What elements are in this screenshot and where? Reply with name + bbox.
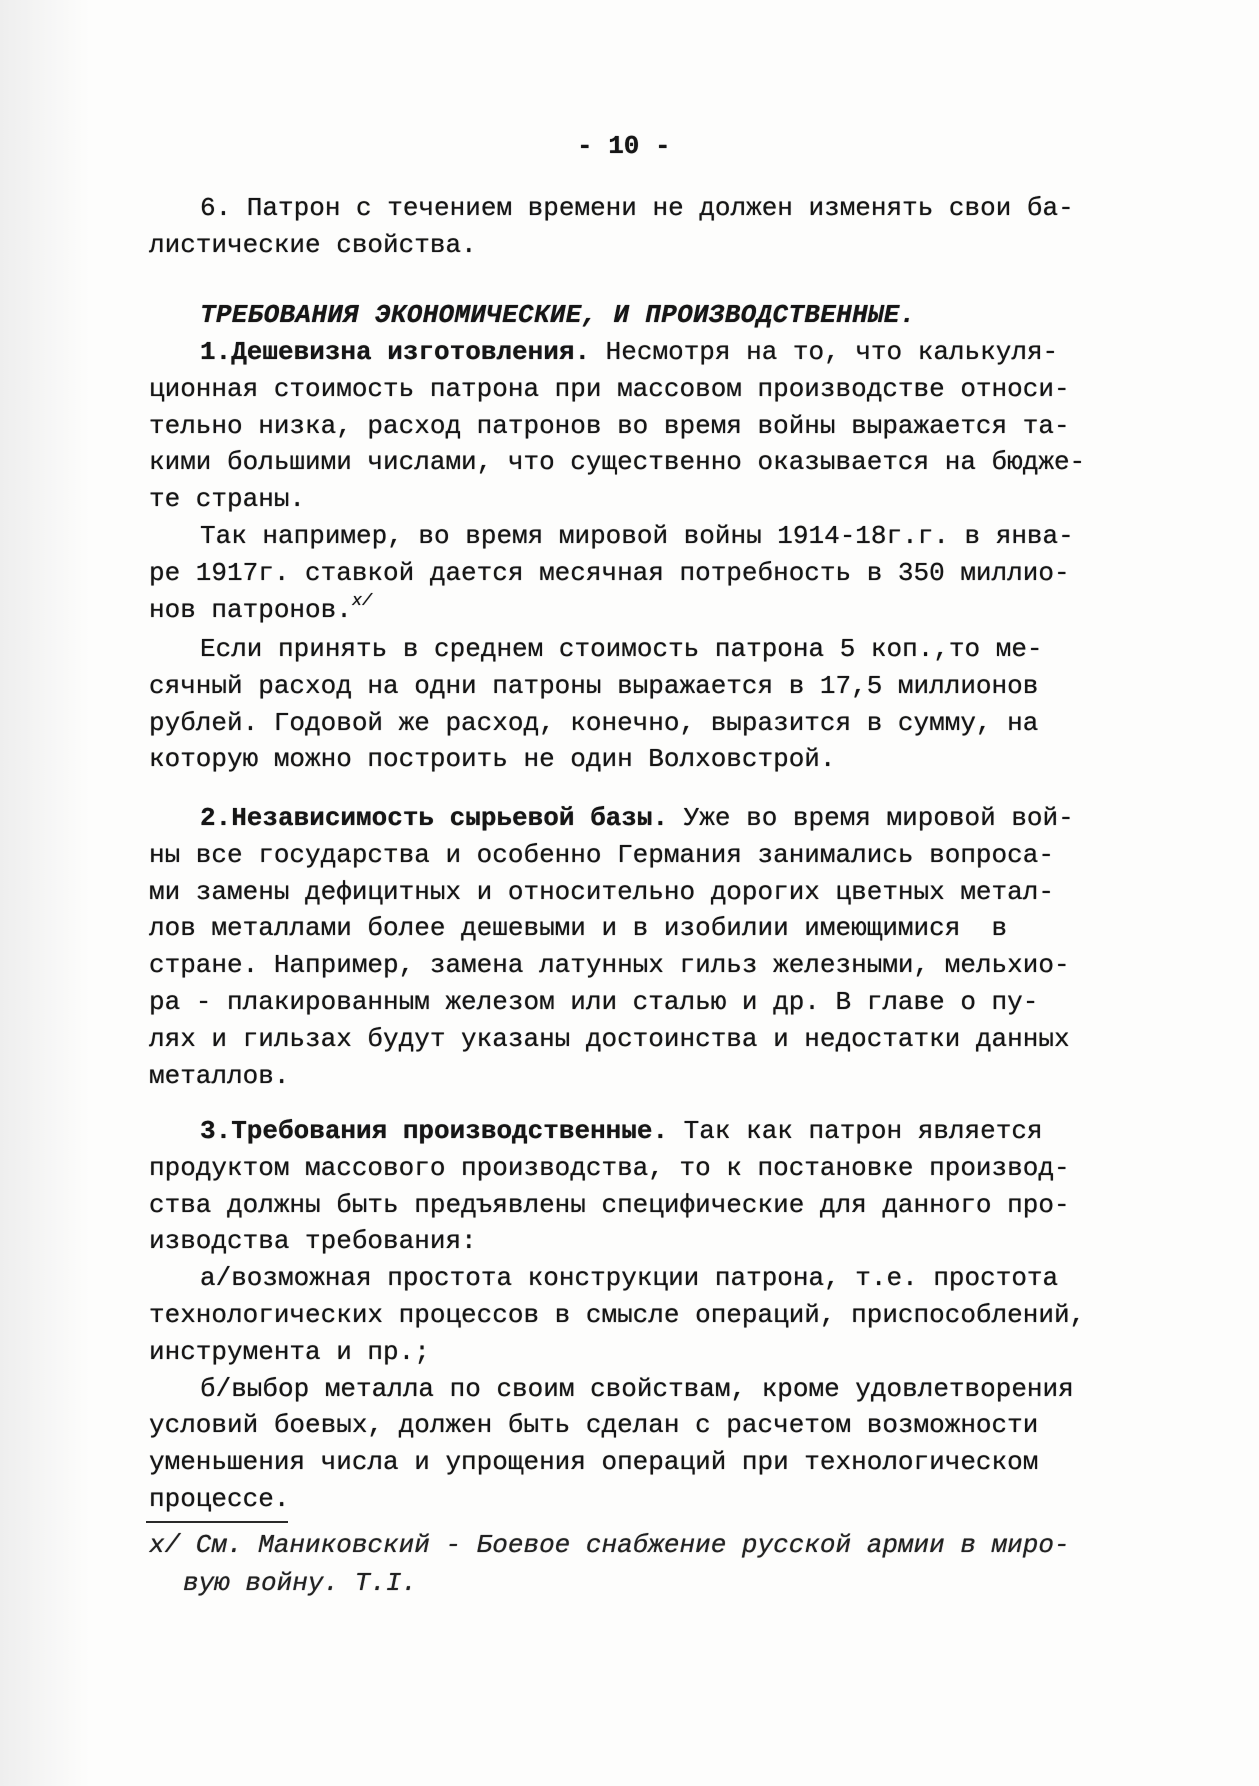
item1-line: кими большими числами, что существенно оказывается на бюдже- bbox=[149, 447, 1086, 478]
item2-first-line bbox=[149, 800, 1149, 837]
item3-point-b-line: условий боевых, должен быть сделан с расчетом возможности bbox=[149, 1410, 1039, 1441]
item2-first-line-text: Уже во время мировой вой- bbox=[668, 803, 1074, 833]
scan-edge-shadow bbox=[0, 0, 90, 1786]
item2-line: стране. Например, замена латунных гильз железными, мельхио- bbox=[149, 950, 1070, 981]
item3-point-a-line: а/возможная простота конструкции патрона, т.е. простота bbox=[200, 1263, 1059, 1294]
item2-line: лях и гильзах будут указаны достоинства и недостатки данных bbox=[149, 1023, 1070, 1054]
item1-example-line: Так например, во время мировой войны 1914-18г.г. в янва- bbox=[200, 521, 1074, 551]
item3-paragraph bbox=[149, 1113, 1149, 1518]
item3-point-a-line: инструмента и пр.; bbox=[149, 1336, 430, 1367]
footnote-separator bbox=[146, 1521, 288, 1523]
item1-line: тельно низка, расход патронов во время войны выражается та- bbox=[149, 410, 1070, 441]
item1-calculation-line: которую можно построить не один Волховстрой. bbox=[149, 744, 836, 775]
footnote-reference-mark: x/ bbox=[351, 591, 373, 611]
item3-line: ства должны быть предъявлены специфические для данного про- bbox=[149, 1189, 1070, 1220]
item3-point-b-line: процессе. bbox=[149, 1483, 290, 1514]
item2-line: ра - плакированным железом или сталью и др. В главе о пу- bbox=[149, 986, 1039, 1017]
item1-example-paragraph bbox=[149, 518, 1149, 628]
item1-calculation-line: рублей. Годовой же расход, конечно, выразится в сумму, на bbox=[149, 707, 1039, 738]
item3-line: продуктом массового производства, то к постановке производ- bbox=[149, 1152, 1070, 1183]
item1-example-line-text: нов патронов. bbox=[149, 594, 352, 625]
item1-example-line: ре 1917г. ставкой дается месячная потребность в 350 миллио- bbox=[149, 557, 1070, 588]
item2-line: ми замены дефицитных и относительно дорогих цветных метал- bbox=[149, 876, 1054, 907]
ballistic-paragraph bbox=[149, 190, 1149, 264]
item1-calculation-paragraph bbox=[149, 631, 1149, 778]
item1-title: 1.Дешевизна изготовления. bbox=[200, 337, 591, 367]
item3-point-a-line: технологических процессов в смысле операций, приспособлений, bbox=[149, 1299, 1086, 1330]
item2-line: ны все государства и особенно Германия занимались вопроса- bbox=[149, 839, 1054, 870]
section-heading-block bbox=[149, 297, 1149, 334]
footnote-line: x/ См. Маниковский - Боевое снабжение русской армии в миро- bbox=[149, 1530, 1070, 1560]
item3-first-line bbox=[149, 1113, 1149, 1150]
item1-line: те страны. bbox=[149, 484, 306, 515]
ballistic-line-2: листические свойства. bbox=[149, 229, 477, 260]
item2-line: лов металлами более дешевыми и в изобилии имеющимися в bbox=[149, 913, 1008, 944]
item1-paragraph bbox=[149, 334, 1149, 518]
ballistic-line-1: 6. Патрон с течением времени не должен изменять свои ба- bbox=[200, 193, 1074, 223]
footnote bbox=[149, 1526, 1149, 1602]
item1-example-last-line bbox=[149, 592, 1149, 629]
item3-line: изводства требования: bbox=[149, 1226, 477, 1257]
item3-first-line-text: Так как патрон является bbox=[668, 1116, 1043, 1146]
item1-calculation-line: Если принять в среднем стоимость патрона 5 коп.,то ме- bbox=[200, 634, 1043, 664]
item3-point-b-line: уменьшения числа и упрощения операций при технологическом bbox=[149, 1447, 1039, 1478]
item2-title: 2.Независимость сырьевой базы. bbox=[200, 803, 669, 833]
footnote-line: вую войну. Т.I. bbox=[183, 1568, 418, 1598]
item1-first-line bbox=[149, 334, 1149, 371]
item1-calculation-line: сячный расход на одни патроны выражается в 17,5 миллионов bbox=[149, 670, 1039, 701]
item1-line: ционная стоимость патрона при массовом производстве относи- bbox=[149, 373, 1070, 404]
item3-point-b-line: б/выбор металла по своим свойствам, кроме удовлетворения bbox=[200, 1373, 1074, 1404]
item2-paragraph bbox=[149, 800, 1149, 1094]
item3-title: 3.Требования производственные. bbox=[200, 1116, 669, 1146]
page-number: - 10 - bbox=[577, 131, 671, 161]
item2-line: металлов. bbox=[149, 1060, 290, 1091]
section-heading: ТРЕБОВАНИЯ ЭКОНОМИЧЕСКИЕ, И ПРОИЗВОДСТВЕННЫЕ. bbox=[200, 300, 916, 330]
item1-first-line-text: Несмотря на то, что калькуля- bbox=[590, 337, 1059, 367]
